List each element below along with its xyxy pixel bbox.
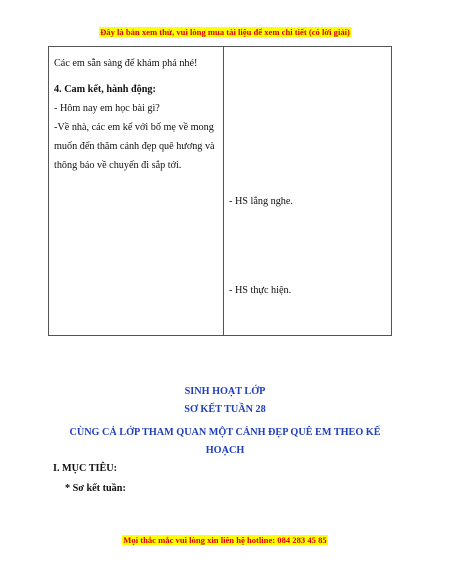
hotline-banner-text: Mọi thắc mắc vui lòng xin liên hệ hotline: 084 283 45 85 (123, 535, 327, 545)
activity-line: Các em sẵn sàng để khám phá nhé! (54, 58, 198, 69)
activity-line: - Hôm nay em học bài gì? (54, 103, 160, 114)
section-heading: HOẠCH (205, 445, 245, 456)
lesson-table (48, 46, 392, 336)
section-heading: CÙNG CẢ LỚP THAM QUAN MỘT CẢNH ĐẸP QUÊ EM THEO KẾ (69, 427, 381, 438)
student-response: - HS thực hiện. (229, 285, 292, 296)
activity-heading: 4. Cam kết, hành động: (54, 84, 156, 95)
objectives-label: I. MỤC TIÊU: (53, 463, 118, 474)
activity-cell (54, 54, 220, 175)
preview-banner (0, 27, 450, 37)
hotline-banner (0, 535, 450, 545)
student-response: - HS lắng nghe. (229, 196, 293, 207)
activity-line: thông báo về chuyến đi sắp tới. (54, 160, 182, 171)
activity-line: -Về nhà, các em kể với bố mẹ về mong (54, 122, 214, 133)
section-heading: SINH HOẠT LỚP (184, 386, 266, 397)
section-heading: SƠ KẾT TUẦN 28 (184, 404, 266, 415)
table-divider (223, 47, 224, 335)
activity-line: muốn đến thăm cảnh đẹp quê hương và (54, 141, 215, 152)
week-summary-label: * Sơ kết tuần: (65, 483, 126, 494)
preview-banner-text: Đây là bản xem thử, vui lòng mua tài liệu để xem chi tiết (có lời giải) (100, 27, 350, 37)
